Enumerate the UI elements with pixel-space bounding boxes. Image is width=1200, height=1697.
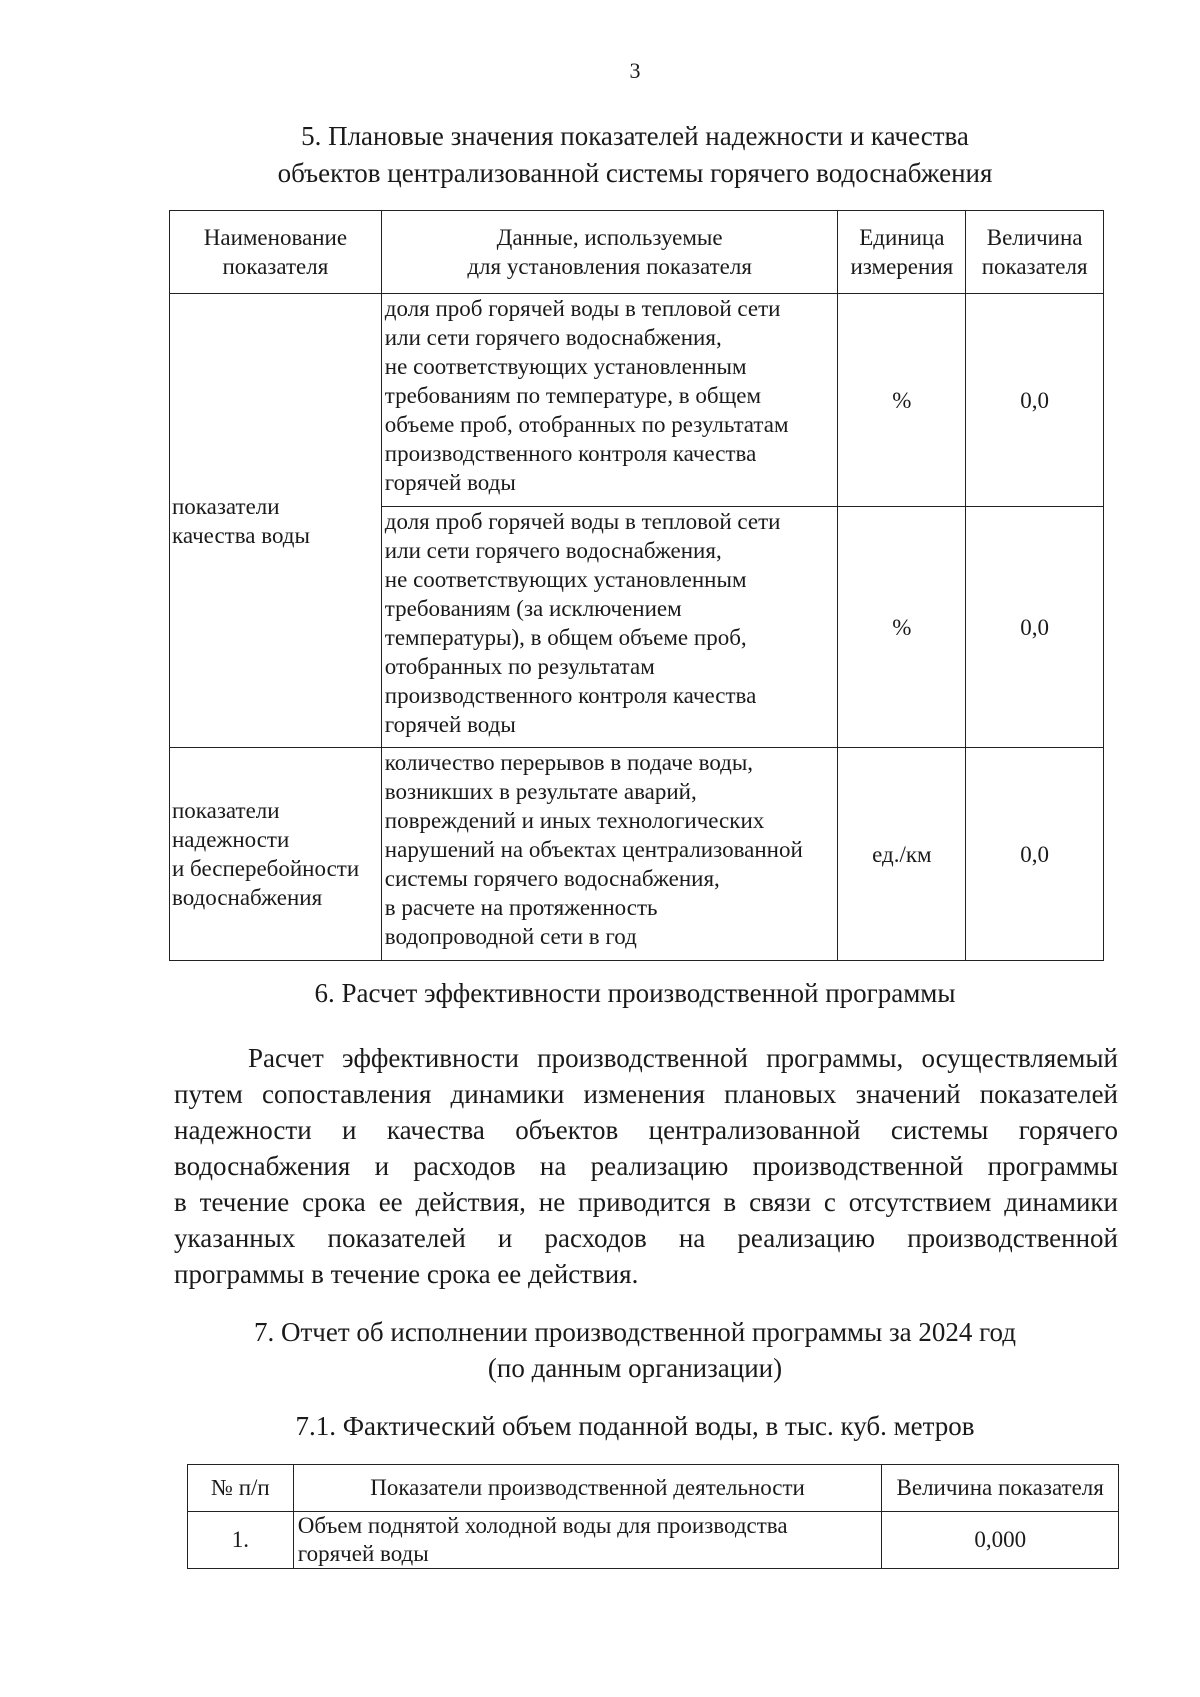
row-value: 0,0 xyxy=(966,507,1104,748)
water-volume-table xyxy=(187,1464,1119,1569)
subsection-7-1-title: 7.1. Фактический объем поданной воды, в тыс. куб. метров xyxy=(295,1411,975,1441)
header-data: Данные, используемые для установления показателя xyxy=(381,211,838,294)
row-data: доля проб горячей воды в тепловой сети или сети горячего водоснабжения, не соответствующих установленным требованиям по температуре, в общем объеме проб, отобранных по результатам производственного контроля качества горячей воды xyxy=(381,294,838,507)
section7-title: 7. Отчет об исполнении производственной программы за 2024 год (по данным организации) xyxy=(253,1317,1017,1383)
page-number: 3 xyxy=(629,58,641,83)
row-value: 0,000 xyxy=(882,1512,1119,1569)
indicators-table xyxy=(169,210,1104,961)
row-unit: ед./км xyxy=(838,748,966,961)
table-row xyxy=(170,294,1104,507)
section6-paragraph: Расчет эффективности производственной программы, осуществляемый путем сопоставления динамики изменения плановых значений показателей надежности и качества объектов централизованной системы горячего водоснабжения и расходов на реализацию производственной программы в течение срока ее действия, не приводится в связи с отсутствием динамики указанных показателей и расходов на реализацию производственной программы в течение срока ее действия. xyxy=(174,1043,1118,1289)
row-indicator: Объем поднятой холодной воды для производства горячей воды xyxy=(293,1512,882,1569)
header-value: Величина показателя xyxy=(966,211,1104,294)
row-data: доля проб горячей воды в тепловой сети или сети горячего водоснабжения, не соответствующих установленным требованиям (за исключением температуры), в общем объеме проб, отобранных по результатам производственного контроля качества горячей воды xyxy=(381,507,838,748)
table-header-row xyxy=(170,211,1104,294)
group-name-water-quality: показатели качества воды xyxy=(170,294,382,748)
row-value: 0,0 xyxy=(966,748,1104,961)
header-unit: Единица измерения xyxy=(838,211,966,294)
section5-title: 5. Плановые значения показателей надежности и качества объектов централизованной системы горячего водоснабжения xyxy=(277,121,993,188)
header-num: № п/п xyxy=(188,1465,294,1512)
table-header-row xyxy=(188,1465,1119,1512)
section6-title: 6. Расчет эффективности производственной программы xyxy=(314,978,956,1008)
group-name-reliability: показатели надежности и бесперебойности водоснабжения xyxy=(170,748,382,961)
header-indicator: Показатели производственной деятельности xyxy=(293,1465,882,1512)
header-indicator-name: Наименование показателя xyxy=(170,211,382,294)
table-row xyxy=(188,1512,1119,1569)
row-unit: % xyxy=(838,294,966,507)
row-unit: % xyxy=(838,507,966,748)
table-row xyxy=(170,748,1104,961)
row-num: 1. xyxy=(188,1512,294,1569)
header-value: Величина показателя xyxy=(882,1465,1119,1512)
row-data: количество перерывов в подаче воды, возникших в результате аварий, повреждений и иных технологических нарушений на объектах централизованной системы горячего водоснабжения, в расчете на протяженность водопроводной сети в год xyxy=(381,748,838,961)
row-value: 0,0 xyxy=(966,294,1104,507)
